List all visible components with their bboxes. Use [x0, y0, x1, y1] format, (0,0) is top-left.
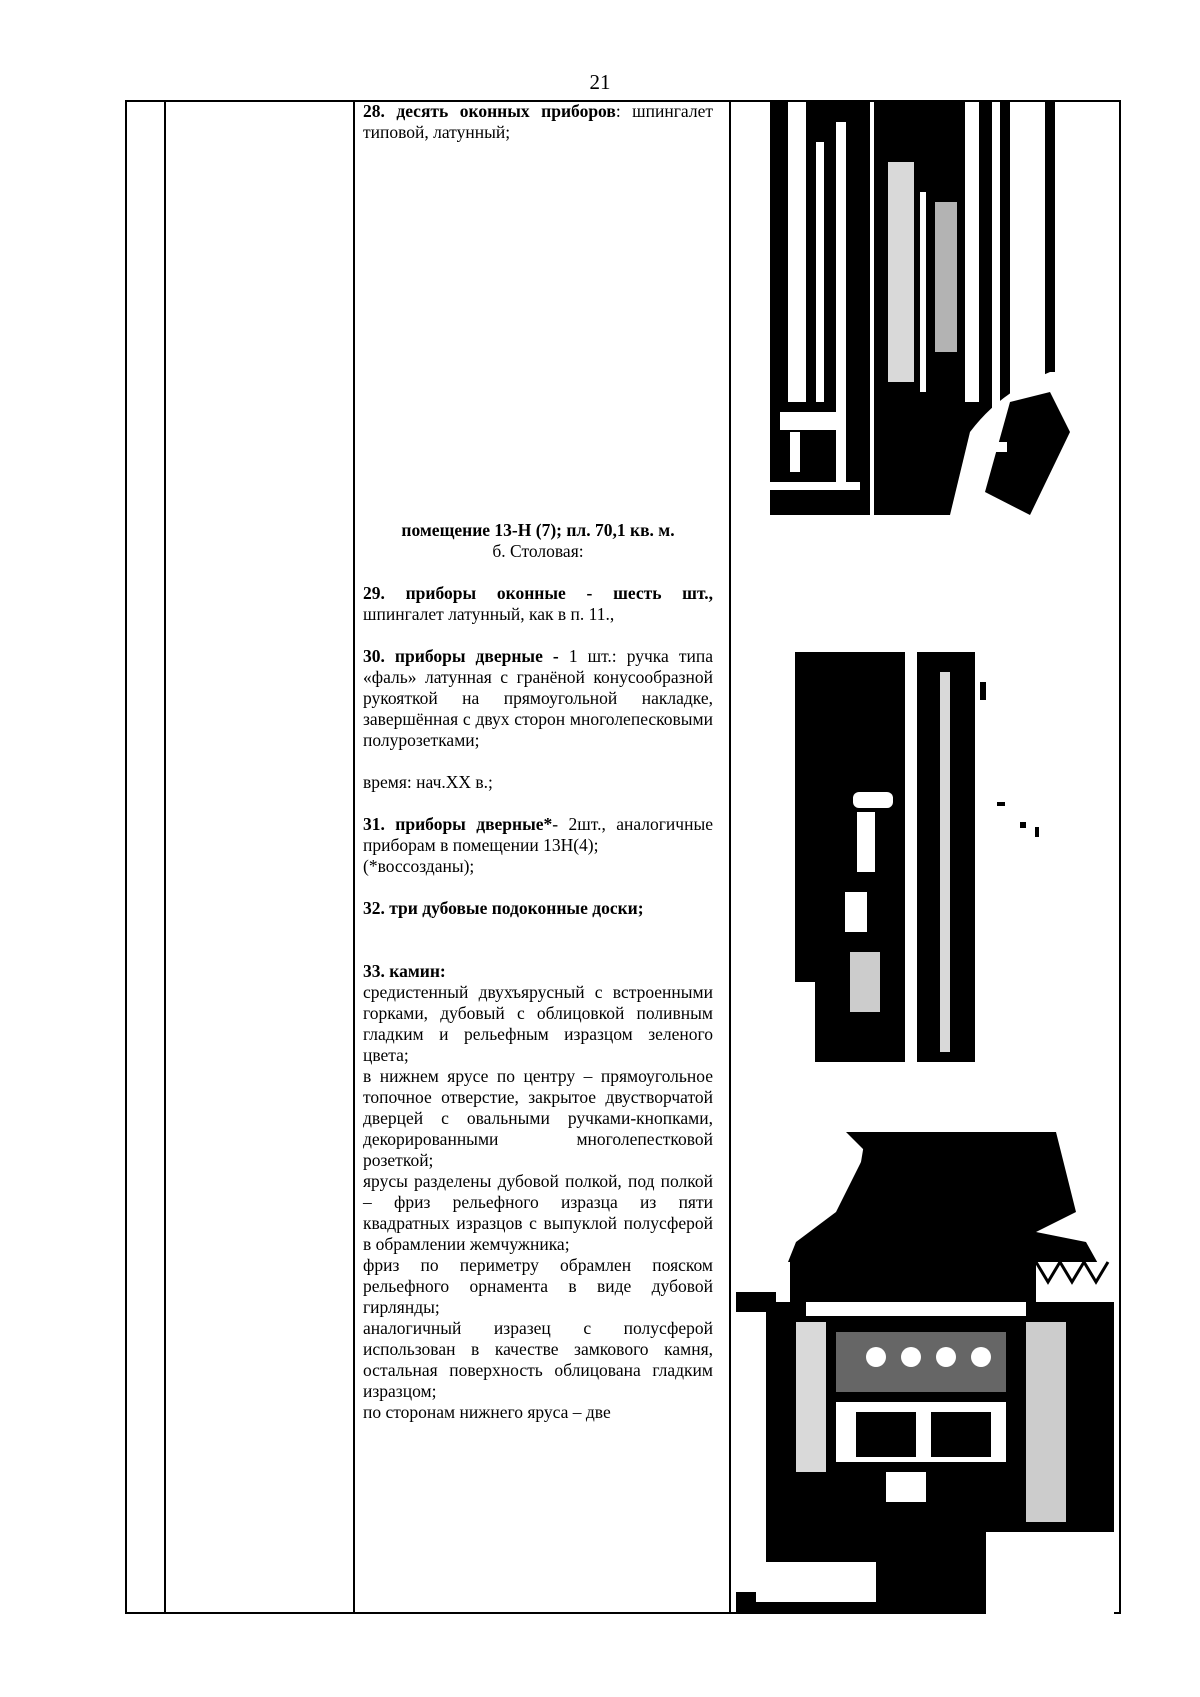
room-subtitle: б. Столовая: — [492, 541, 584, 561]
entry-33-paragraph: средистенный двухъярусный с встроенными горками, дубовый с облицовкой поливным гладким и рельефным изразцом зеленого цвета; — [363, 982, 713, 1065]
page-number: 21 — [589, 70, 611, 94]
fireplace-photo — [736, 1092, 1114, 1614]
room-title: помещение 13-Н (7); пл. 70,1 кв. м. — [401, 520, 675, 540]
entry-33-paragraph: аналогичный изразец с полусферой использован в качестве замкового камня, остальная поверхность облицована гладким изразцом; — [363, 1318, 713, 1401]
time-note: время: нач.XX в.; — [363, 772, 493, 792]
door-handle-photo — [735, 652, 1080, 1062]
entry-29 — [363, 583, 713, 625]
window-latch-photo — [770, 102, 1080, 515]
entry-33-title: 33. камин: — [363, 961, 446, 981]
entry-33-paragraph: по сторонам нижнего яруса – две — [363, 1402, 611, 1422]
entry-31 — [363, 814, 713, 856]
entry-33-paragraph: в нижнем ярусе по центру – прямоугольное топочное отверстие, закрытое двустворчатой дверцей с овальными ручками-кнопками, декорированными многолепестковой розеткой; — [363, 1066, 713, 1170]
entry-33-paragraph: фриз по периметру обрамлен пояском рельефного орнамента в виде дубовой гирлянды; — [363, 1255, 713, 1317]
entry-29-text: шпингалет латунный, как в п. 11., — [363, 604, 615, 624]
description-column — [363, 102, 713, 1423]
entry-28-text: : шпингалет типовой, латунный; — [363, 101, 713, 142]
entry-29-title: 29. приборы оконные - шесть шт., — [363, 583, 713, 603]
entry-28-title: 28. десять оконных приборов — [363, 101, 616, 121]
entry-30-title: 30. приборы дверные - — [363, 646, 559, 666]
entry-31-text: - 2шт., аналогичные приборам в помещении 13Н(4); — [363, 814, 713, 855]
column-divider — [164, 102, 166, 1612]
entry-32: 32. три дубовые подоконные доски; — [363, 898, 644, 918]
entry-30-text: 1 шт.: ручка типа «фаль» латунная с гранёной конусообразной рукояткой на прямоугольной накладке, завершённая с двух сторон многолепесковыми полурозетками; — [363, 646, 714, 750]
column-divider — [729, 102, 731, 1612]
entry-33-paragraph: ярусы разделены дубовой полкой, под полкой – фриз рельефного изразца из пяти квадратных изразцов с выпуклой полусферой в обрамлении жемчужника; — [363, 1171, 713, 1254]
entry-31-title: 31. приборы дверные* — [363, 814, 553, 834]
entry-30 — [363, 646, 713, 751]
entry-28 — [363, 101, 713, 143]
entry-31-note: (*воссозданы); — [363, 856, 475, 876]
inventory-table — [125, 100, 1121, 1614]
column-divider — [353, 102, 355, 1612]
